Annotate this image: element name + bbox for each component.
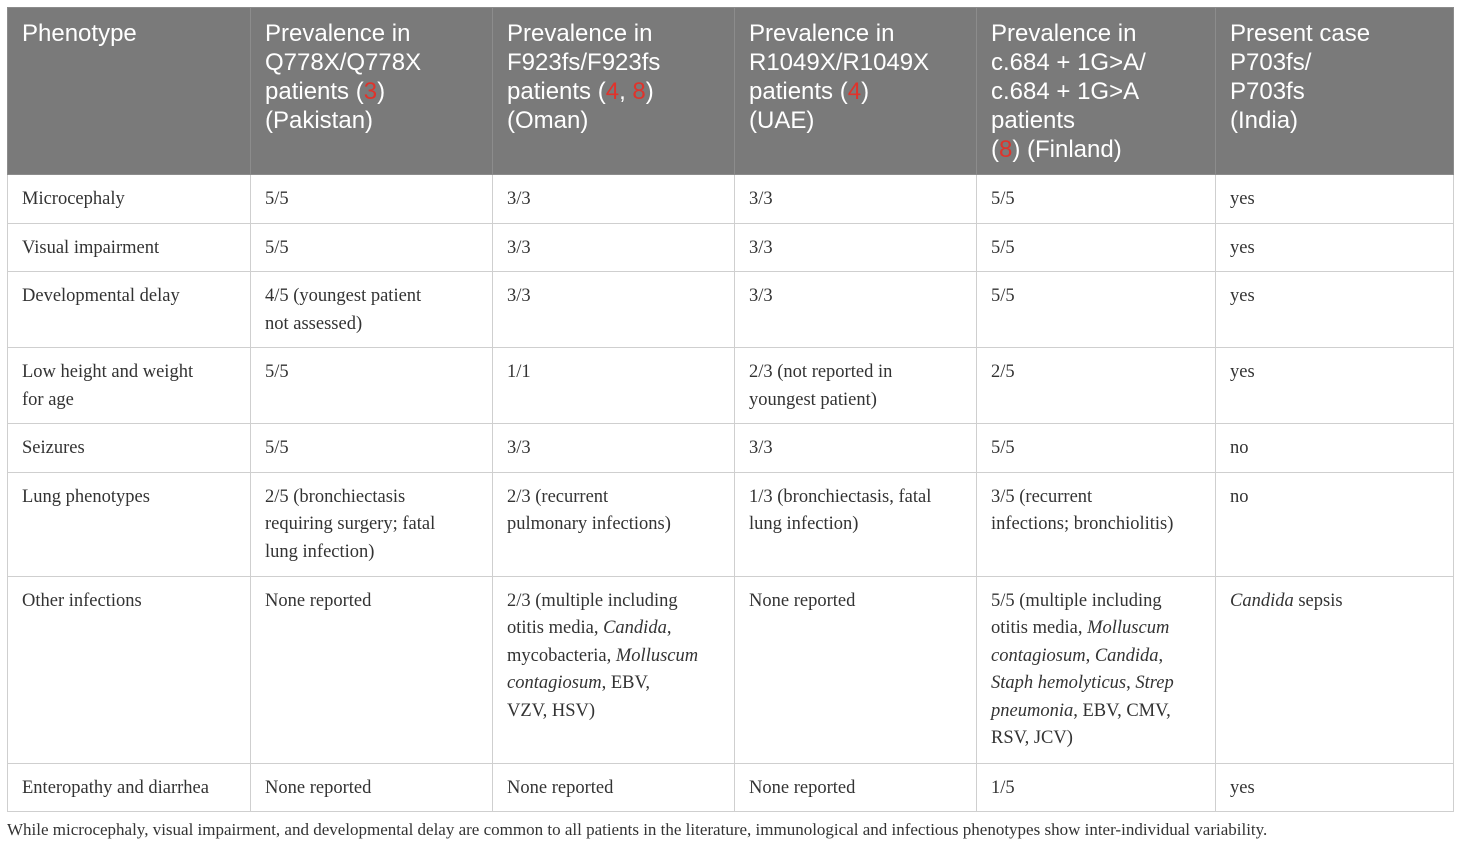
- cell-present-case: no: [1216, 424, 1454, 473]
- cell-f923fs: 3/3: [493, 424, 735, 473]
- cell-q778x: 5/5: [251, 223, 493, 272]
- cell-f923fs: 2/3 (multiple including otitis media, Candida, mycobacteria, Molluscum contagiosum, EBV, VZV, HSV): [493, 576, 735, 763]
- cell-c684: 2/5: [977, 348, 1216, 424]
- table-row: [8, 763, 1454, 812]
- phenotype-table: [7, 7, 1454, 812]
- cell-present-case: yes: [1216, 175, 1454, 224]
- header-c684: Prevalence in c.684 + 1G>A/ c.684 + 1G>A patients (8) (Finland): [977, 8, 1216, 175]
- cell-present-case: Candida sepsis: [1216, 576, 1454, 763]
- header-row: [8, 8, 1454, 175]
- cell-q778x: 5/5: [251, 175, 493, 224]
- cell-f923fs: 3/3: [493, 175, 735, 224]
- cell-c684: 5/5: [977, 424, 1216, 473]
- cell-q778x: 5/5: [251, 348, 493, 424]
- table-row: [8, 223, 1454, 272]
- cell-q778x: 5/5: [251, 424, 493, 473]
- cell-r1049x: 1/3 (bronchiectasis, fatal lung infection): [735, 472, 977, 576]
- ref-link[interactable]: 3: [363, 78, 378, 105]
- cell-f923fs: 2/3 (recurrent pulmonary infections): [493, 472, 735, 576]
- cell-q778x: 2/5 (bronchiectasis requiring surgery; fatal lung infection): [251, 472, 493, 576]
- cell-present-case: yes: [1216, 763, 1454, 812]
- table-row: [8, 272, 1454, 348]
- cell-f923fs: None reported: [493, 763, 735, 812]
- ref-link[interactable]: 8: [632, 78, 646, 105]
- cell-f923fs: 3/3: [493, 272, 735, 348]
- cell-q778x: None reported: [251, 763, 493, 812]
- header-phenotype: Phenotype: [8, 8, 251, 175]
- cell-phenotype: Visual impairment: [8, 223, 251, 272]
- ref-link[interactable]: 4: [847, 78, 862, 105]
- cell-r1049x: 3/3: [735, 424, 977, 473]
- cell-c684: 5/5: [977, 272, 1216, 348]
- table-row: [8, 472, 1454, 576]
- cell-f923fs: 1/1: [493, 348, 735, 424]
- cell-present-case: yes: [1216, 348, 1454, 424]
- ref-link[interactable]: 4: [605, 78, 620, 105]
- table-row: [8, 348, 1454, 424]
- header-present-case: Present case P703fs/ P703fs (India): [1216, 8, 1454, 175]
- cell-phenotype: Developmental delay: [8, 272, 251, 348]
- cell-phenotype: Other infections: [8, 576, 251, 763]
- cell-c684: 5/5 (multiple including otitis media, Molluscum contagiosum, Candida, Staph hemolyticus, Strep pneumonia, EBV, CMV, RSV, JCV): [977, 576, 1216, 763]
- cell-f923fs: 3/3: [493, 223, 735, 272]
- header-f923fs: Prevalence in F923fs/F923fs patients (4, 8) (Oman): [493, 8, 735, 175]
- table-footnote: While microcephaly, visual impairment, and developmental delay are common to all patients in the literature, immunological and infectious phenotypes show inter-individual variability.: [7, 820, 1268, 839]
- table-row: [8, 175, 1454, 224]
- cell-c684: 5/5: [977, 223, 1216, 272]
- cell-phenotype: Low height and weight for age: [8, 348, 251, 424]
- cell-r1049x: None reported: [735, 763, 977, 812]
- header-r1049x: Prevalence in R1049X/R1049X patients (4) (UAE): [735, 8, 977, 175]
- cell-r1049x: 3/3: [735, 175, 977, 224]
- cell-q778x: None reported: [251, 576, 493, 763]
- cell-phenotype: Seizures: [8, 424, 251, 473]
- cell-r1049x: None reported: [735, 576, 977, 763]
- cell-phenotype: Enteropathy and diarrhea: [8, 763, 251, 812]
- cell-q778x: 4/5 (youngest patient not assessed): [251, 272, 493, 348]
- cell-c684: 5/5: [977, 175, 1216, 224]
- cell-c684: 1/5: [977, 763, 1216, 812]
- cell-present-case: no: [1216, 472, 1454, 576]
- table-row: [8, 576, 1454, 763]
- cell-phenotype: Lung phenotypes: [8, 472, 251, 576]
- header-q778x: Prevalence in Q778X/Q778X patients (3) (Pakistan): [251, 8, 493, 175]
- cell-c684: 3/5 (recurrent infections; bronchiolitis): [977, 472, 1216, 576]
- ref-link[interactable]: 8: [999, 136, 1013, 163]
- cell-r1049x: 3/3: [735, 223, 977, 272]
- cell-r1049x: 2/3 (not reported in youngest patient): [735, 348, 977, 424]
- cell-present-case: yes: [1216, 223, 1454, 272]
- table-row: [8, 424, 1454, 473]
- cell-r1049x: 3/3: [735, 272, 977, 348]
- cell-present-case: yes: [1216, 272, 1454, 348]
- cell-phenotype: Microcephaly: [8, 175, 251, 224]
